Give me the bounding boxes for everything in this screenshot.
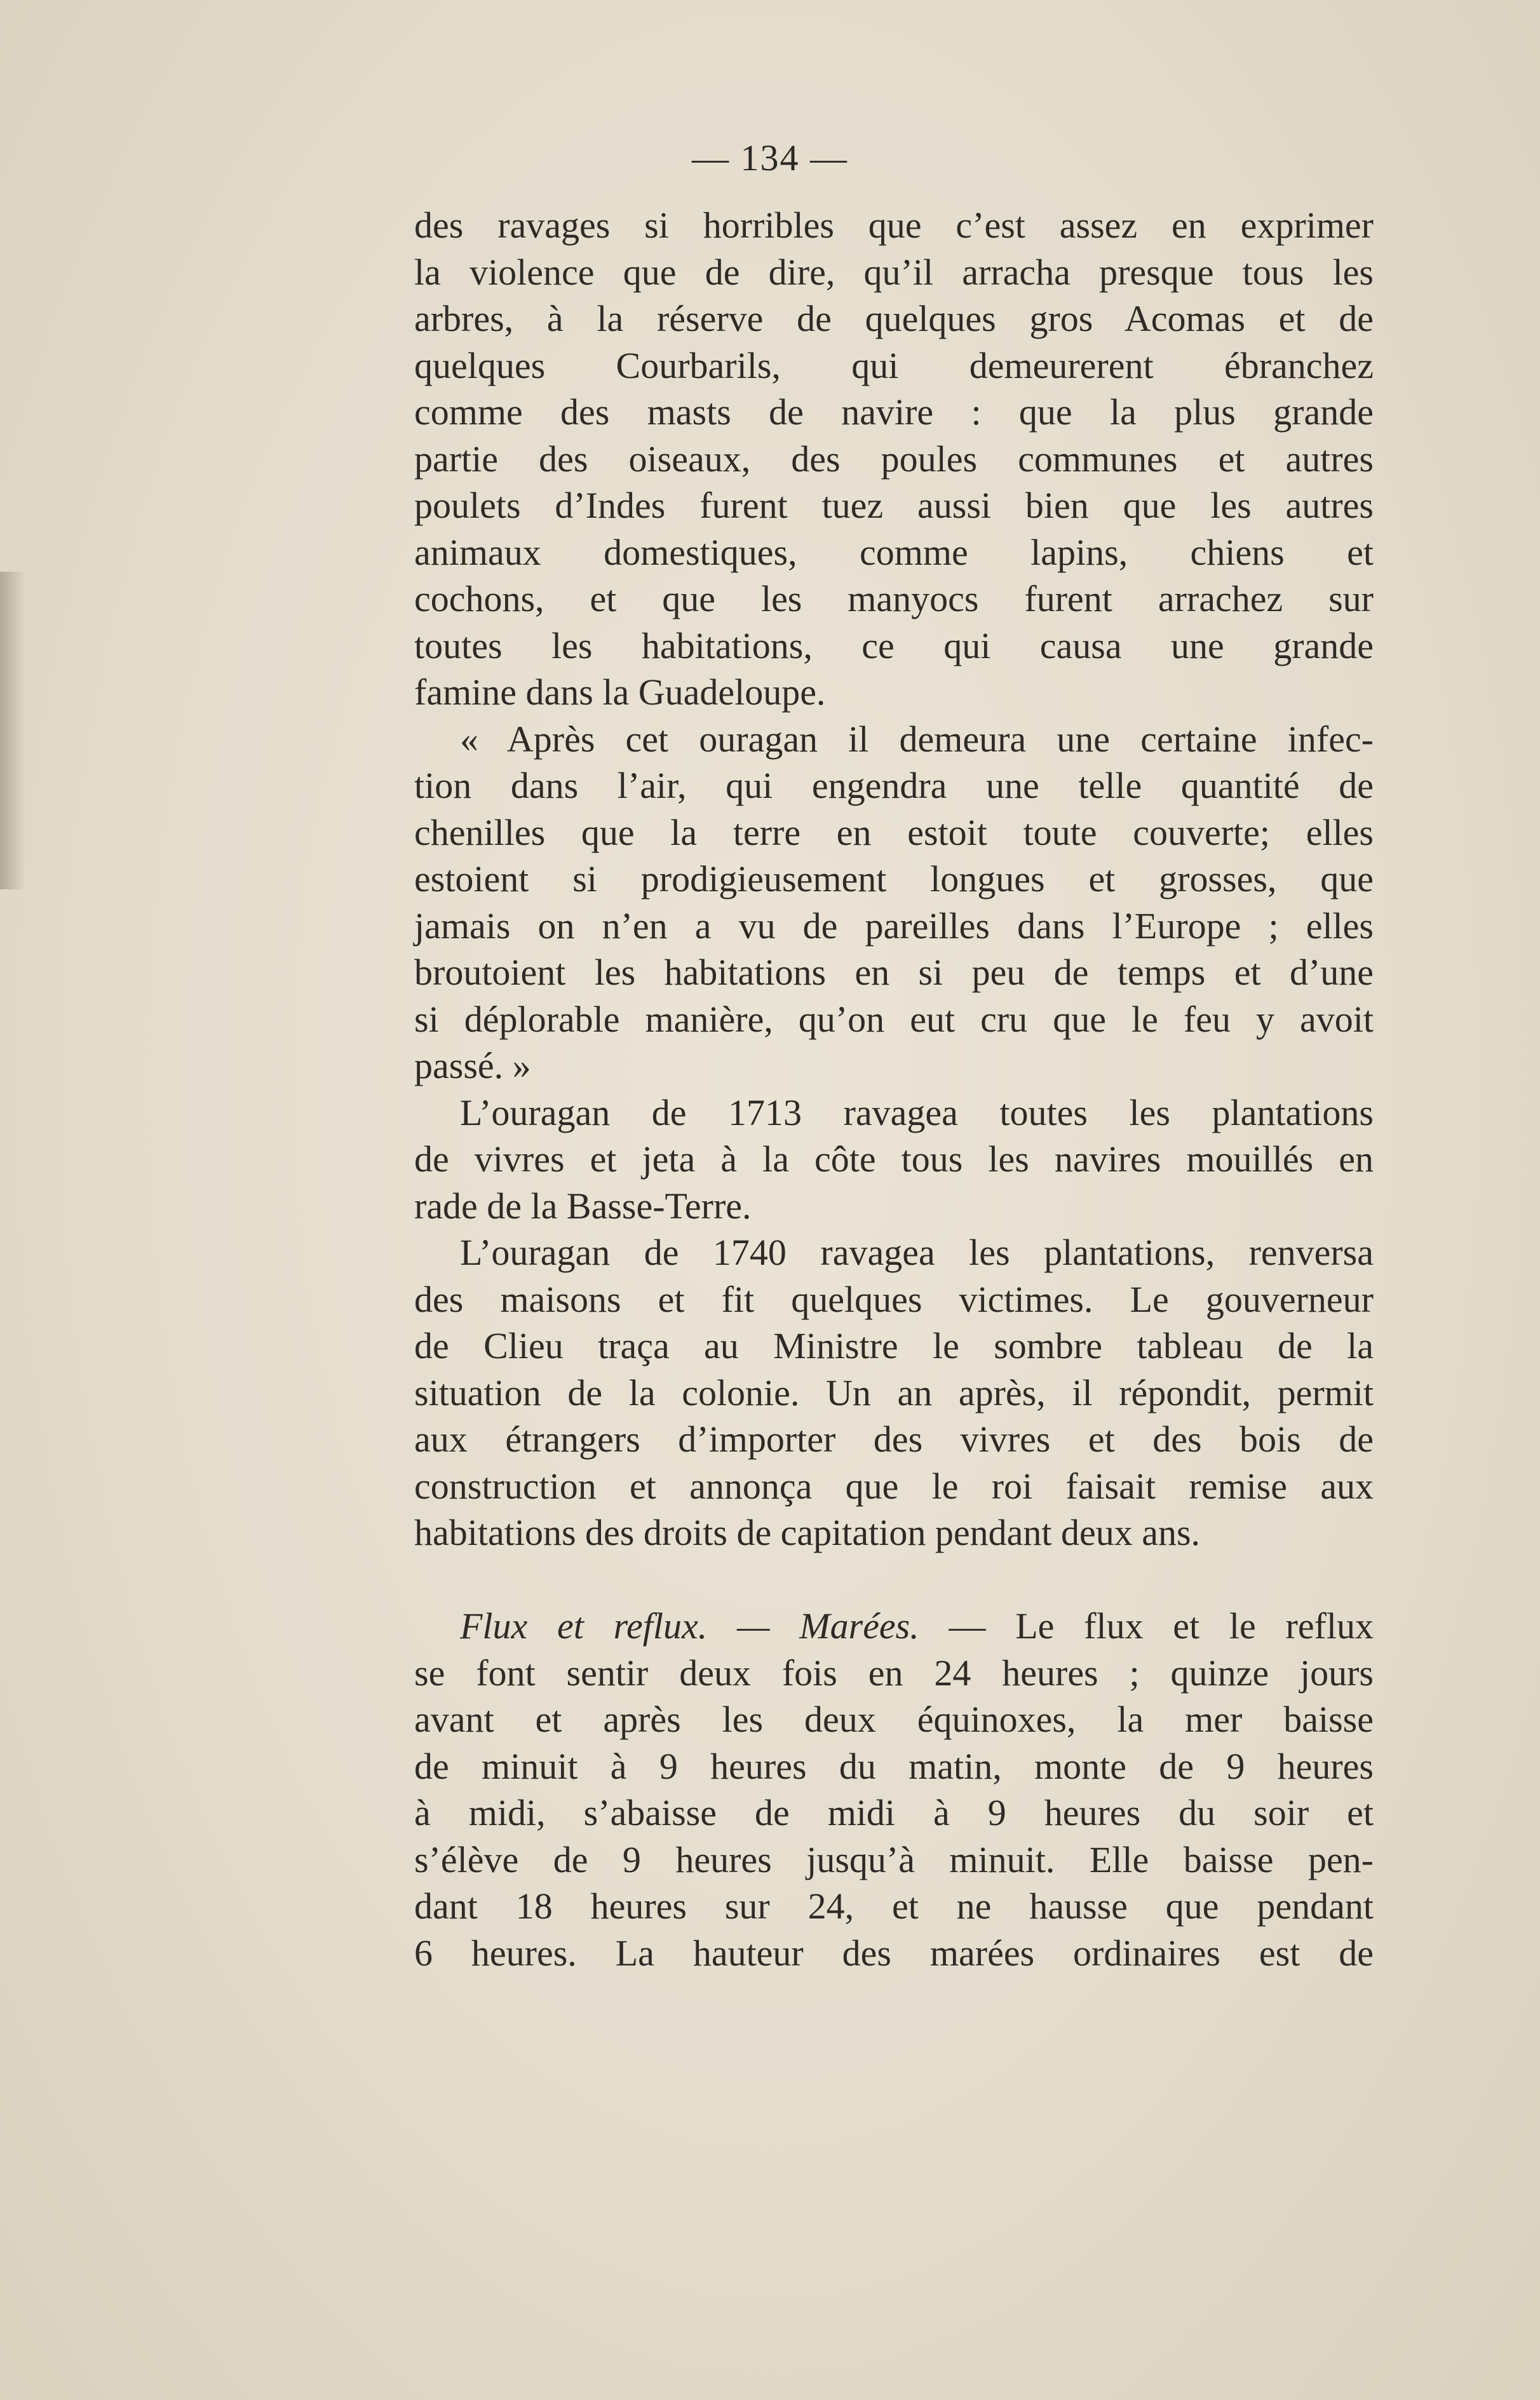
paragraph <box>414 1089 1374 1230</box>
section-heading: Flux et reflux. — Marées. <box>460 1605 919 1647</box>
text-line: si déplorable manière, qu’on eut cru que le feu y avoit <box>414 998 1374 1040</box>
heading-line-rest: — Le flux et le reflux <box>919 1605 1374 1647</box>
text-line: animaux domestiques, comme lapins, chiens et <box>414 531 1374 573</box>
text-line: habitations des droits de capitation pendant deux ans. <box>414 1512 1201 1553</box>
text-line: s’élève de 9 heures jusqu’à minuit. Elle baisse pen- <box>414 1838 1374 1880</box>
text-line: « Après cet ouragan il demeura une certaine infec- <box>460 718 1374 760</box>
text-line: broutoient les habitations en si peu de temps et d’une <box>414 952 1374 993</box>
text-line: dant 18 heures sur 24, et ne hausse que pendant <box>414 1885 1374 1927</box>
text-line: L’ouragan de 1740 ravagea les plantations, renversa <box>460 1232 1374 1273</box>
text-line: famine dans la Guadeloupe. <box>414 671 826 713</box>
body-text <box>414 202 1374 1976</box>
text-line: tion dans l’air, qui engendra une telle quantité de <box>414 765 1374 806</box>
text-line: de minuit à 9 heures du matin, monte de 9 heures <box>414 1745 1374 1787</box>
section-flux-reflux <box>414 1603 1374 1976</box>
text-line: la violence que de dire, qu’il arracha presque tous les <box>414 251 1374 293</box>
text-line: passé. » <box>414 1045 531 1086</box>
text-line: comme des masts de navire : que la plus grande <box>414 391 1374 433</box>
text-line: poulets d’Indes furent tuez aussi bien que les autres <box>414 485 1374 526</box>
text-line: aux étrangers d’importer des vivres et des bois de <box>414 1419 1374 1460</box>
page-edge-shadow <box>0 572 25 889</box>
text-line: des maisons et fit quelques victimes. Le gouverneur <box>414 1278 1374 1320</box>
paragraph <box>414 1229 1374 1556</box>
text-line: partie des oiseaux, des poules communes et autres <box>414 438 1374 480</box>
text-line: toutes les habitations, ce qui causa une grande <box>414 624 1374 666</box>
text-line: estoient si prodigieusement longues et grosses, que <box>414 858 1374 900</box>
text-line: jamais on n’en a vu de pareilles dans l’Europe ; elles <box>414 905 1374 947</box>
text-line: cochons, et que les manyocs furent arrachez sur <box>414 578 1374 619</box>
paragraph <box>414 202 1374 716</box>
text-line: à midi, s’abaisse de midi à 9 heures du soir et <box>414 1792 1374 1833</box>
text-line: se font sentir deux fois en 24 heures ; quinze jours <box>414 1652 1374 1694</box>
text-line: des ravages si horribles que c’est assez en exprimer <box>414 205 1374 246</box>
text-line: de vivres et jeta à la côte tous les navires mouillés en <box>414 1138 1374 1180</box>
paragraph-spacer <box>414 1556 1374 1603</box>
text-line: construction et annonça que le roi faisait remise aux <box>414 1465 1374 1507</box>
text-line <box>414 1603 1374 1650</box>
text-line: 6 heures. La hauteur des marées ordinaires est de <box>414 1932 1374 1974</box>
paragraph <box>414 716 1374 1089</box>
text-line: quelques Courbarils, qui demeurerent ébranchez <box>414 344 1374 386</box>
text-line: chenilles que la terre en estoit toute couverte; elles <box>414 811 1374 853</box>
text-line: L’ouragan de 1713 ravagea toutes les plantations <box>460 1091 1374 1133</box>
text-line: situation de la colonie. Un an après, il répondit, permit <box>414 1372 1374 1413</box>
text-line: avant et après les deux équinoxes, la mer baisse <box>414 1699 1374 1740</box>
text-line: arbres, à la réserve de quelques gros Acomas et de <box>414 298 1374 339</box>
text-line: rade de la Basse-Terre. <box>414 1185 752 1227</box>
text-line: de Clieu traça au Ministre le sombre tableau de la <box>414 1325 1374 1366</box>
page-number: — 134 — <box>692 137 848 179</box>
